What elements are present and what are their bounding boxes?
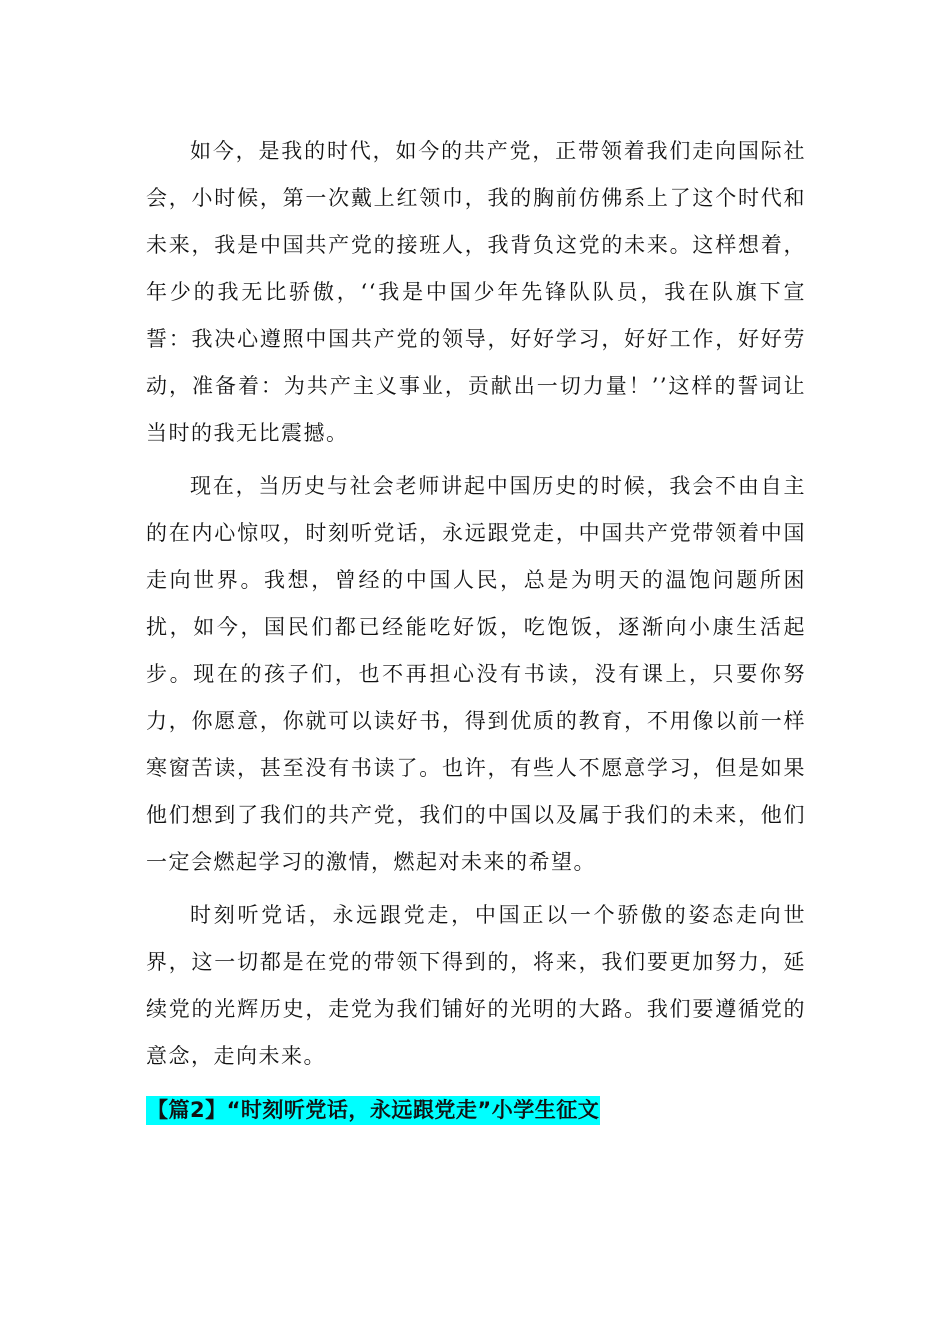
document-page <box>146 128 806 1132</box>
paragraph-2: 现在，当历史与社会老师讲起中国历史的时候，我会不由自主的在内心惊叹，时刻听党话，永远跟党走，中国共产党带领着中国走向世界。我想，曾经的中国人民，总是为明天的温饱问题所困扰，如今，国民们都已经能吃好饭，吃饱饭，逐渐向小康生活起步。现在的孩子们，也不再担心没有书读，没有课上，只要你努力，你愿意，你就可以读好书，得到优质的教育，不用像以前一样寒窗苦读，甚至没有书读了。也许，有些人不愿意学习，但是如果他们想到了我们的共产党，我们的中国以及属于我们的未来，他们一定会燃起学习的激情，燃起对未来的希望。 <box>146 474 806 874</box>
section-heading: 【篇2】“时刻听党话，永远跟党走”小学生征文 <box>146 1096 600 1125</box>
paragraph-3: 时刻听党话，永远跟党走，中国正以一个骄傲的姿态走向世界，这一切都是在党的带领下得到的，将来，我们要更加努力，延续党的光辉历史，走党为我们铺好的光明的大路。我们要遵循党的意念，走向未来。 <box>146 903 806 1068</box>
section-heading-container <box>146 1090 806 1132</box>
paragraph-1: 如今，是我的时代，如今的共产党，正带领着我们走向国际社会，小时候，第一次戴上红领巾，我的胸前仿佛系上了这个时代和未来，我是中国共产党的接班人，我背负这党的未来。这样想着，年少的我无比骄傲，‘‘我是中国少年先锋队队员，我在队旗下宣誓：我决心遵照中国共产党的领导，好好学习，好好工作，好好劳动，准备着：为共产主义事业，贡献出一切力量！’’这样的誓词让当时的我无比震撼。 <box>146 139 806 445</box>
